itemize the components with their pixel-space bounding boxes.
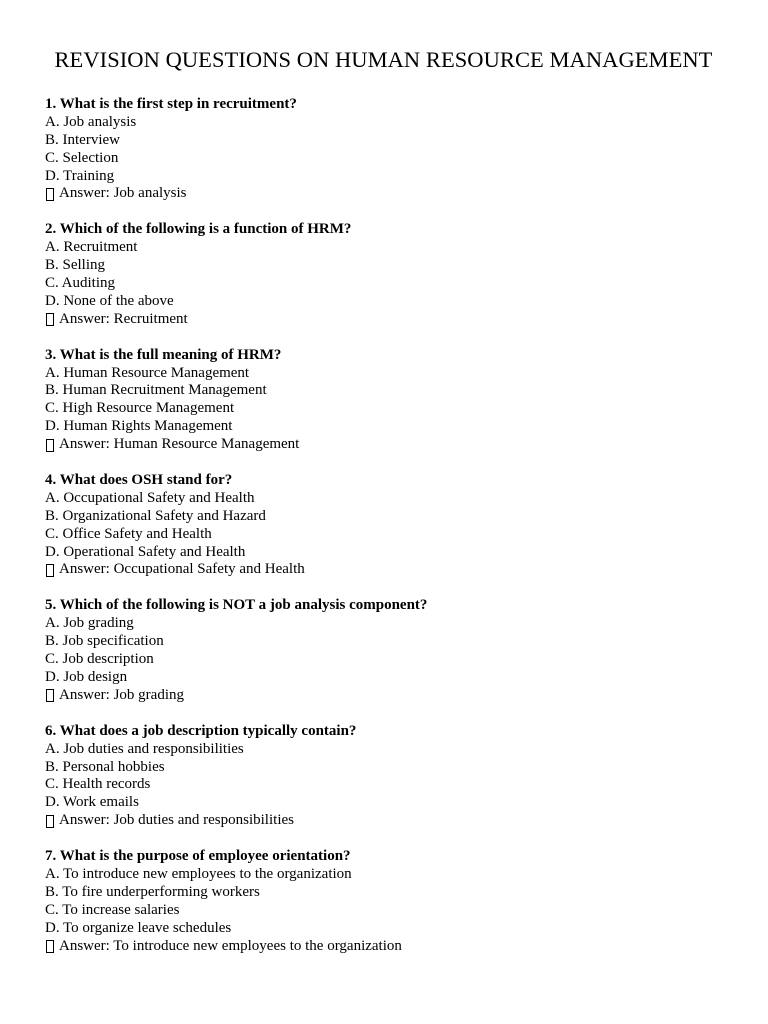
answer-text: Answer: Human Resource Management bbox=[59, 436, 300, 453]
missing-glyph-box-icon bbox=[46, 439, 54, 452]
answer-line bbox=[45, 687, 728, 705]
missing-glyph-box-icon bbox=[46, 689, 54, 702]
question-text: 5. Which of the following is NOT a job analysis component? bbox=[45, 597, 428, 614]
answer-option: B. Interview bbox=[45, 131, 120, 148]
answer-option: D. Training bbox=[45, 167, 115, 184]
question-block bbox=[45, 723, 728, 830]
answer-line bbox=[45, 561, 728, 579]
answer-option: D. Job design bbox=[45, 668, 128, 685]
answer-option: B. Job specification bbox=[45, 633, 164, 650]
answer-option: A. Job analysis bbox=[45, 113, 137, 130]
answer-option: C. Job description bbox=[45, 651, 154, 668]
answer-line bbox=[45, 311, 728, 329]
answer-option: B. Selling bbox=[45, 257, 106, 274]
question-list bbox=[45, 96, 728, 955]
answer-line bbox=[45, 185, 728, 203]
question-text: 6. What does a job description typically contain? bbox=[45, 722, 357, 739]
answer-option: C. To increase salaries bbox=[45, 901, 180, 918]
answer-option: D. Work emails bbox=[45, 794, 139, 811]
answer-option: C. Selection bbox=[45, 149, 119, 166]
question-text: 4. What does OSH stand for? bbox=[45, 472, 233, 489]
answer-option: C. High Resource Management bbox=[45, 400, 235, 417]
answer-option: A. Human Resource Management bbox=[45, 364, 250, 381]
answer-text: Answer: Recruitment bbox=[59, 310, 188, 327]
answer-text: Answer: Job analysis bbox=[59, 185, 187, 202]
question-block bbox=[45, 221, 728, 328]
answer-option: B. Personal hobbies bbox=[45, 758, 165, 775]
question-text: 3. What is the full meaning of HRM? bbox=[45, 346, 282, 363]
answer-line bbox=[45, 436, 728, 454]
answer-text: Answer: To introduce new employees to the organization bbox=[59, 937, 402, 954]
missing-glyph-box-icon bbox=[46, 815, 54, 828]
answer-option: B. To fire underperforming workers bbox=[45, 883, 260, 900]
answer-option: A. Job duties and responsibilities bbox=[45, 740, 244, 757]
answer-option: C. Office Safety and Health bbox=[45, 525, 212, 542]
question-block bbox=[45, 597, 728, 704]
missing-glyph-box-icon bbox=[46, 188, 54, 201]
question-block bbox=[45, 96, 728, 203]
missing-glyph-box-icon bbox=[46, 313, 54, 326]
answer-option: A. Occupational Safety and Health bbox=[45, 489, 255, 506]
answer-text: Answer: Job duties and responsibilities bbox=[59, 812, 294, 829]
document-title: REVISION QUESTIONS ON HUMAN RESOURCE MANAGEMENT bbox=[54, 47, 713, 72]
answer-option: A. To introduce new employees to the organization bbox=[45, 865, 352, 882]
answer-option: D. None of the above bbox=[45, 292, 174, 309]
missing-glyph-box-icon bbox=[46, 564, 54, 577]
answer-text: Answer: Occupational Safety and Health bbox=[59, 561, 305, 578]
question-text: 1. What is the first step in recruitment? bbox=[45, 96, 297, 112]
question-block bbox=[45, 347, 728, 454]
question-block bbox=[45, 848, 728, 955]
answer-option: D. To organize leave schedules bbox=[45, 919, 232, 936]
answer-option: A. Recruitment bbox=[45, 239, 138, 256]
question-text: 7. What is the purpose of employee orientation? bbox=[45, 848, 351, 865]
question-text: 2. Which of the following is a function of HRM? bbox=[45, 221, 352, 238]
answer-option: C. Auditing bbox=[45, 275, 116, 292]
answer-line bbox=[45, 938, 728, 956]
answer-option: A. Job grading bbox=[45, 615, 134, 632]
answer-line bbox=[45, 812, 728, 830]
answer-option: D. Operational Safety and Health bbox=[45, 543, 246, 560]
answer-option: C. Health records bbox=[45, 776, 151, 793]
question-block bbox=[45, 472, 728, 579]
answer-option: D. Human Rights Management bbox=[45, 418, 233, 435]
answer-option: B. Organizational Safety and Hazard bbox=[45, 507, 266, 524]
answer-option: B. Human Recruitment Management bbox=[45, 382, 267, 399]
answer-text: Answer: Job grading bbox=[59, 686, 184, 703]
missing-glyph-box-icon bbox=[46, 940, 54, 953]
